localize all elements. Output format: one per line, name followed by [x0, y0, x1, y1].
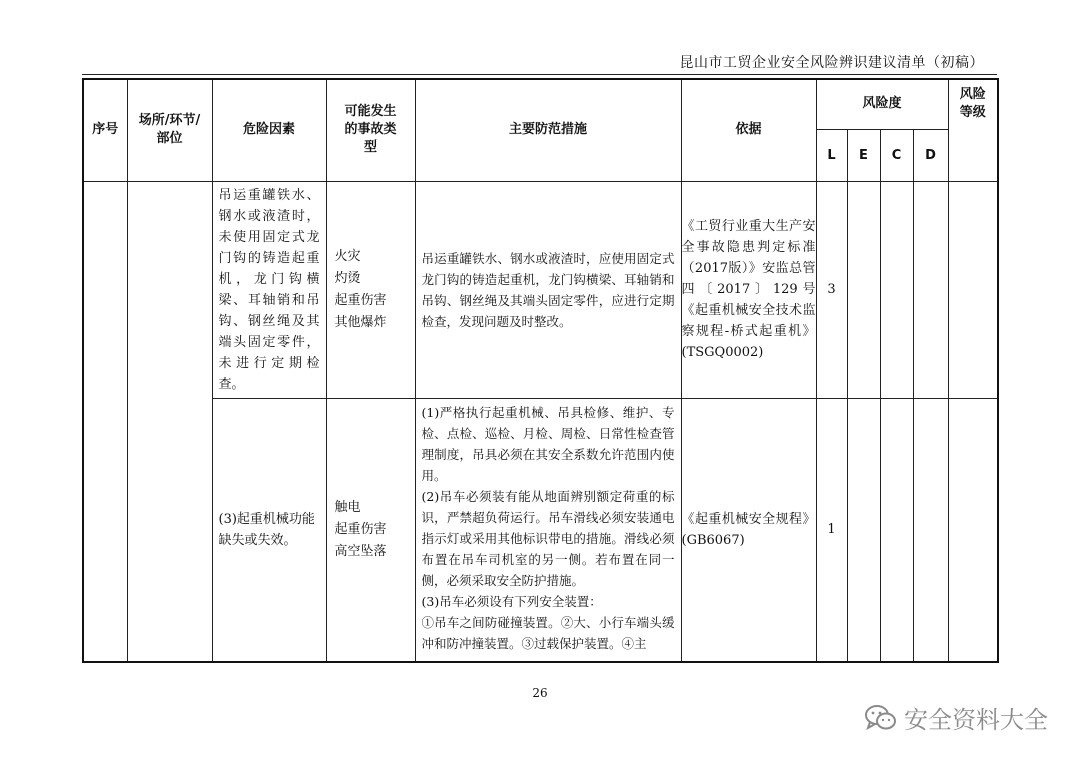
header-seq: 序号 — [83, 79, 127, 181]
accident-type: 高空坠落 — [334, 543, 387, 559]
document-title: 昆山市工贸企业安全风险辨识建议清单（初稿） — [679, 55, 984, 71]
D-value — [913, 398, 948, 662]
header-C: C — [880, 129, 913, 181]
header-accident-type: 可能发生的事故类型 — [326, 79, 415, 181]
header-risk-level: 风险等级 — [948, 79, 998, 181]
measure-item: (3)吊车必须设有下列安全装置： — [421, 593, 602, 609]
D-value — [913, 181, 948, 398]
level-value — [948, 181, 998, 398]
measure-item: (2)吊车必须装有能从地面辨别额定荷重的标识，严禁超负荷运行。吊车滑线必须安装通电指示灯或采用其他标识带电的措施。滑线必须布置在吊车司机室的另一侧。若布置在同一侧，必须采取安全防护措施。 — [421, 488, 675, 588]
accident-type: 触电 — [334, 499, 361, 515]
L-value: 1 — [816, 398, 847, 662]
header-place: 场所/环节/部位 — [127, 79, 212, 181]
E-value — [847, 398, 880, 662]
accident-cell — [326, 398, 415, 662]
accident-type: 火灾 — [334, 248, 361, 264]
basis-cell: 《起重机械安全规程》(GB6067) — [681, 398, 816, 662]
page-number: 26 — [532, 686, 548, 700]
table-row — [83, 398, 998, 662]
L-value: 3 — [816, 181, 847, 398]
hazard-cell: (3)起重机械功能缺失或失效。 — [212, 398, 326, 662]
table-row — [83, 181, 998, 398]
risk-table — [82, 78, 999, 663]
watermark — [864, 700, 1048, 735]
header-L: L — [816, 129, 847, 181]
header-risk: 风险度 — [816, 79, 948, 129]
place-cell — [127, 181, 212, 662]
accident-type: 其他爆炸 — [334, 314, 387, 330]
header-hazard: 危险因素 — [212, 79, 326, 181]
level-value — [948, 398, 998, 662]
measure-item: ①吊车之间防碰撞装置。②大、小行车端头缓冲和防冲撞装置。③过载保护装置。④主 — [421, 614, 675, 651]
header-measures: 主要防范措施 — [415, 79, 681, 181]
header-D: D — [913, 129, 948, 181]
title-rule — [82, 74, 997, 75]
hazard-cell: 吊运重罐铁水、钢水或液渣时，未使用固定式龙门钩的铸造起重机，龙门钩横梁、耳轴销和吊钩、钢丝绳及其端头固定零件，未进行定期检查。 — [212, 181, 326, 398]
accident-type: 起重伤害 — [334, 521, 387, 537]
E-value — [847, 181, 880, 398]
measure-item: 吊运重罐铁水、钢水或液渣时，应使用固定式龙门钩的铸造起重机，龙门钩横梁、耳轴销和吊钩、钢丝绳及其端头固定零件，应进行定期检查，发现问题及时整改。 — [421, 250, 675, 329]
header-E: E — [847, 129, 880, 181]
measure-item: (1)严格执行起重机械、吊具检修、维护、专检、点检、巡检、月检、周检、日常性检查管理制度，吊具必须在其安全系数允许范围内使用。 — [421, 404, 675, 483]
wechat-icon — [864, 703, 898, 733]
basis-cell: 《工贸行业重大生产安全事故隐患判定标准（2017版）》安监总管四〔2017〕129号《起重机械安全技术监察规程-桥式起重机》(TSGQ0002) — [681, 181, 816, 398]
accident-cell — [326, 181, 415, 398]
accident-type: 起重伤害 — [334, 292, 387, 308]
header-basis: 依据 — [681, 79, 816, 181]
C-value — [880, 181, 913, 398]
accident-type: 灼烫 — [334, 270, 361, 286]
watermark-text: 安全资料大全 — [904, 706, 1048, 734]
measures-cell — [415, 181, 681, 398]
measures-cell — [415, 398, 681, 662]
C-value — [880, 398, 913, 662]
header-row-1 — [83, 79, 998, 129]
seq-cell — [83, 181, 127, 662]
